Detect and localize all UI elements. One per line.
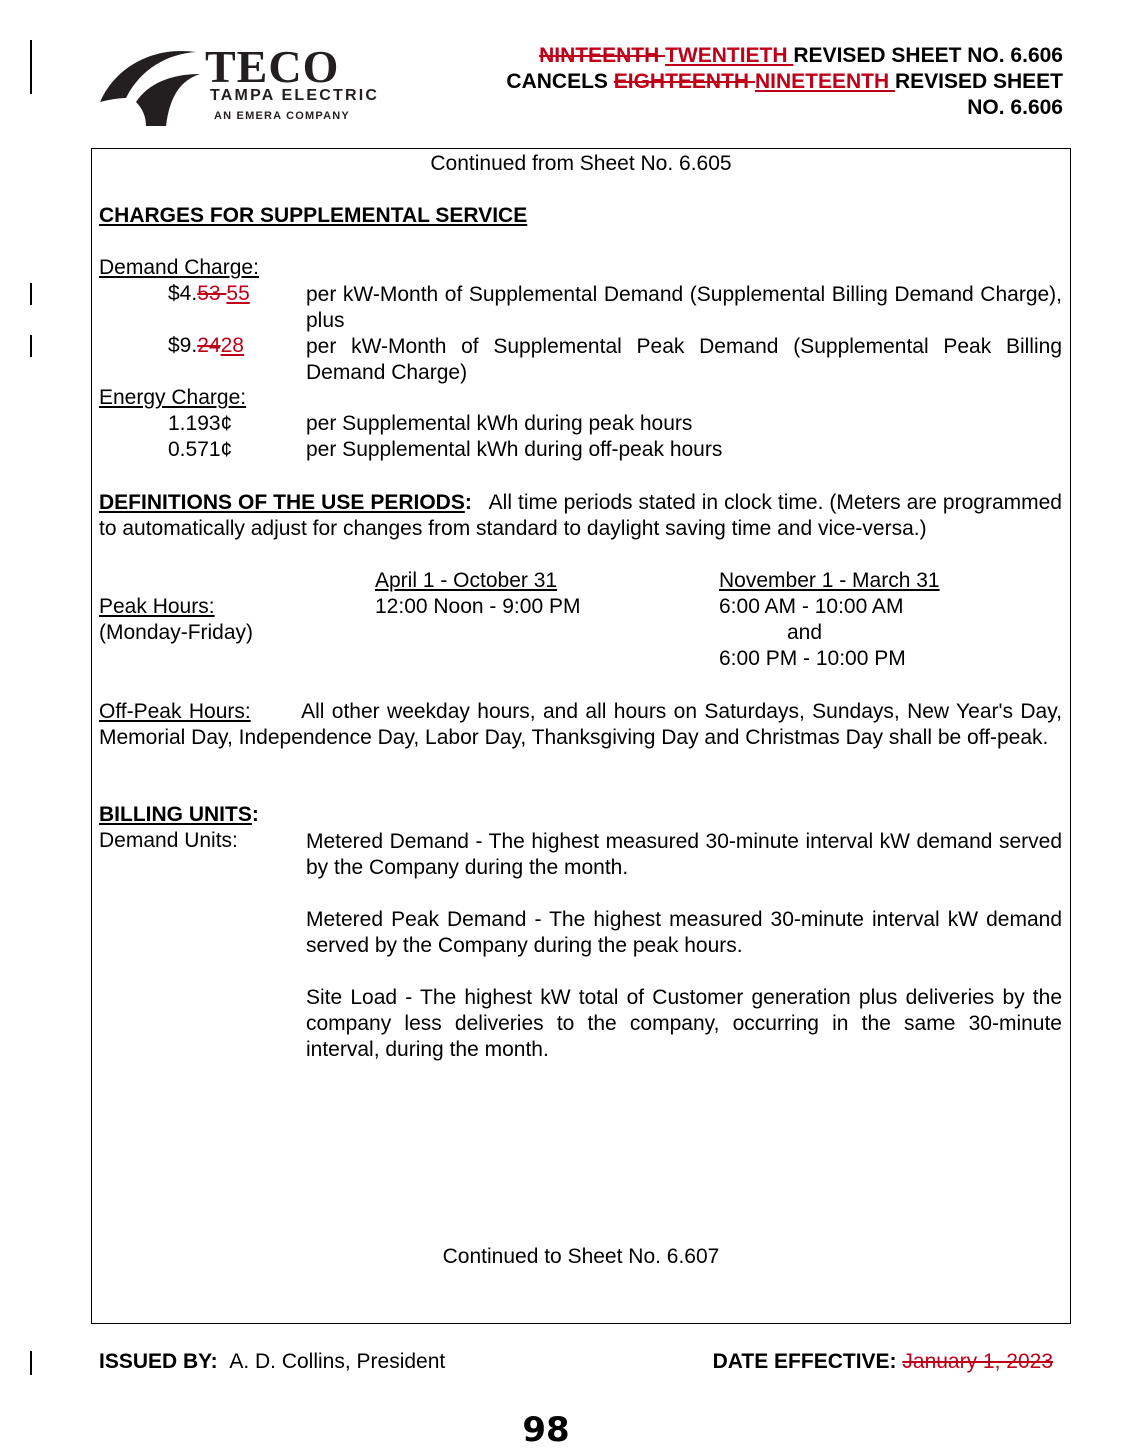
demand-charge-1-value (168, 282, 250, 306)
deleted-text: NINTEENTH (539, 44, 666, 67)
issued-by (99, 1350, 445, 1374)
cancels-label: CANCELS (506, 70, 614, 93)
date-effective (713, 1350, 1053, 1374)
page-number: 98 (522, 1410, 570, 1450)
period-2-heading: November 1 - March 31 (719, 569, 940, 592)
issued-label: ISSUED BY: (99, 1350, 218, 1373)
value-prefix: $4. (168, 282, 198, 305)
inserted-text: TWENTIETH (665, 44, 794, 67)
definitions-colon: : (464, 491, 472, 514)
definitions-text: All time periods stated in clock time. (Meters are programmed to automatically adjust for changes from standard to daylight saving time and vice-versa.) (99, 491, 1062, 540)
inserted-text: NINETEENTH (754, 70, 895, 93)
value-prefix: $9. (168, 334, 198, 357)
energy-charge-1-value: 1.193¢ (168, 412, 233, 435)
demand-charge-2-text: per kW-Month of Supplemental Peak Demand (Supplemental Peak Billing Demand Charge) (306, 335, 1062, 384)
change-bar (30, 40, 32, 94)
period-1-heading: April 1 - October 31 (375, 569, 558, 592)
sheet-title-line1 (539, 44, 1063, 68)
peak-days: (Monday-Friday) (99, 621, 254, 644)
sheet-title-text: REVISED SHEET (894, 70, 1063, 93)
sheet-title-line3: NO. 6.606 (967, 96, 1063, 119)
deleted-text: 24 (197, 334, 221, 357)
demand-units-label: Demand Units: (99, 829, 238, 852)
billing-units-heading (99, 803, 259, 827)
date-label: DATE EFFECTIVE: (712, 1350, 897, 1373)
period-2-time-1: 6:00 AM - 10:00 AM (719, 595, 904, 618)
change-bar (30, 1351, 32, 1375)
billing-unit-site-load: Site Load - The highest kW total of Customer generation plus deliveries by the company less deliveries to the company, occurring in the same 30-minute interval, during the month. (306, 986, 1062, 1061)
billing-unit-metered-peak-demand: Metered Peak Demand - The highest measured 30-minute interval kW demand served by the Company during the peak hours. (306, 908, 1062, 957)
demand-charge-label: Demand Charge: (99, 256, 259, 279)
sheet-title-text: REVISED SHEET NO. 6.606 (793, 44, 1063, 67)
billing-units-title: BILLING UNITS (99, 803, 252, 826)
billing-units-colon: : (251, 803, 259, 826)
deleted-text: EIGHTEENTH (613, 70, 755, 93)
inserted-text: 28 (220, 334, 244, 357)
demand-charge-1-text: per kW-Month of Supplemental Demand (Supplemental Billing Demand Charge), plus (306, 283, 1062, 332)
section-title-supplemental: CHARGES FOR SUPPLEMENTAL SERVICE (99, 204, 528, 227)
definitions-title: DEFINITIONS OF THE USE PERIODS (99, 491, 465, 514)
offpeak-paragraph (99, 699, 1062, 751)
logo-tagline: TAMPA ELECTRIC (210, 87, 380, 104)
offpeak-text: All other weekday hours, and all hours on Saturdays, Sundays, New Year's Day, Memorial Day, Independence Day, Labor Day, Thanksgiving Day and Christmas Day shall be off-peak. (99, 700, 1062, 749)
sheet-title-line2 (506, 70, 1063, 94)
definitions-paragraph (99, 490, 1062, 542)
energy-charge-2-text: per Supplemental kWh during off-peak hours (306, 438, 723, 461)
energy-charge-2-value: 0.571¢ (168, 438, 233, 461)
logo-name: TECO (205, 41, 340, 92)
issued-value: A. D. Collins, President (229, 1350, 446, 1373)
logo-sub: AN EMERA COMPANY (214, 110, 350, 122)
energy-charge-1-text: per Supplemental kWh during peak hours (306, 412, 693, 435)
deleted-text: 53 (197, 282, 227, 305)
deleted-date: January 1, 2023 (902, 1350, 1053, 1373)
demand-charge-2-value (168, 334, 244, 358)
continued-to: Continued to Sheet No. 6.607 (442, 1245, 720, 1268)
period-1-time: 12:00 Noon - 9:00 PM (375, 595, 581, 618)
period-2-and: and (787, 621, 823, 644)
offpeak-label: Off-Peak Hours: (99, 700, 251, 723)
peak-hours-label: Peak Hours: (99, 595, 215, 618)
billing-unit-metered-demand: Metered Demand - The highest measured 30-minute interval kW demand served by the Company during the month. (306, 830, 1062, 879)
change-bar (30, 335, 32, 357)
period-2-time-2: 6:00 PM - 10:00 PM (719, 647, 906, 670)
energy-charge-label: Energy Charge: (99, 386, 247, 409)
teco-swoosh-icon (96, 40, 206, 128)
inserted-text: 55 (226, 282, 250, 305)
change-bar (30, 283, 32, 305)
continued-from: Continued from Sheet No. 6.605 (430, 152, 732, 175)
